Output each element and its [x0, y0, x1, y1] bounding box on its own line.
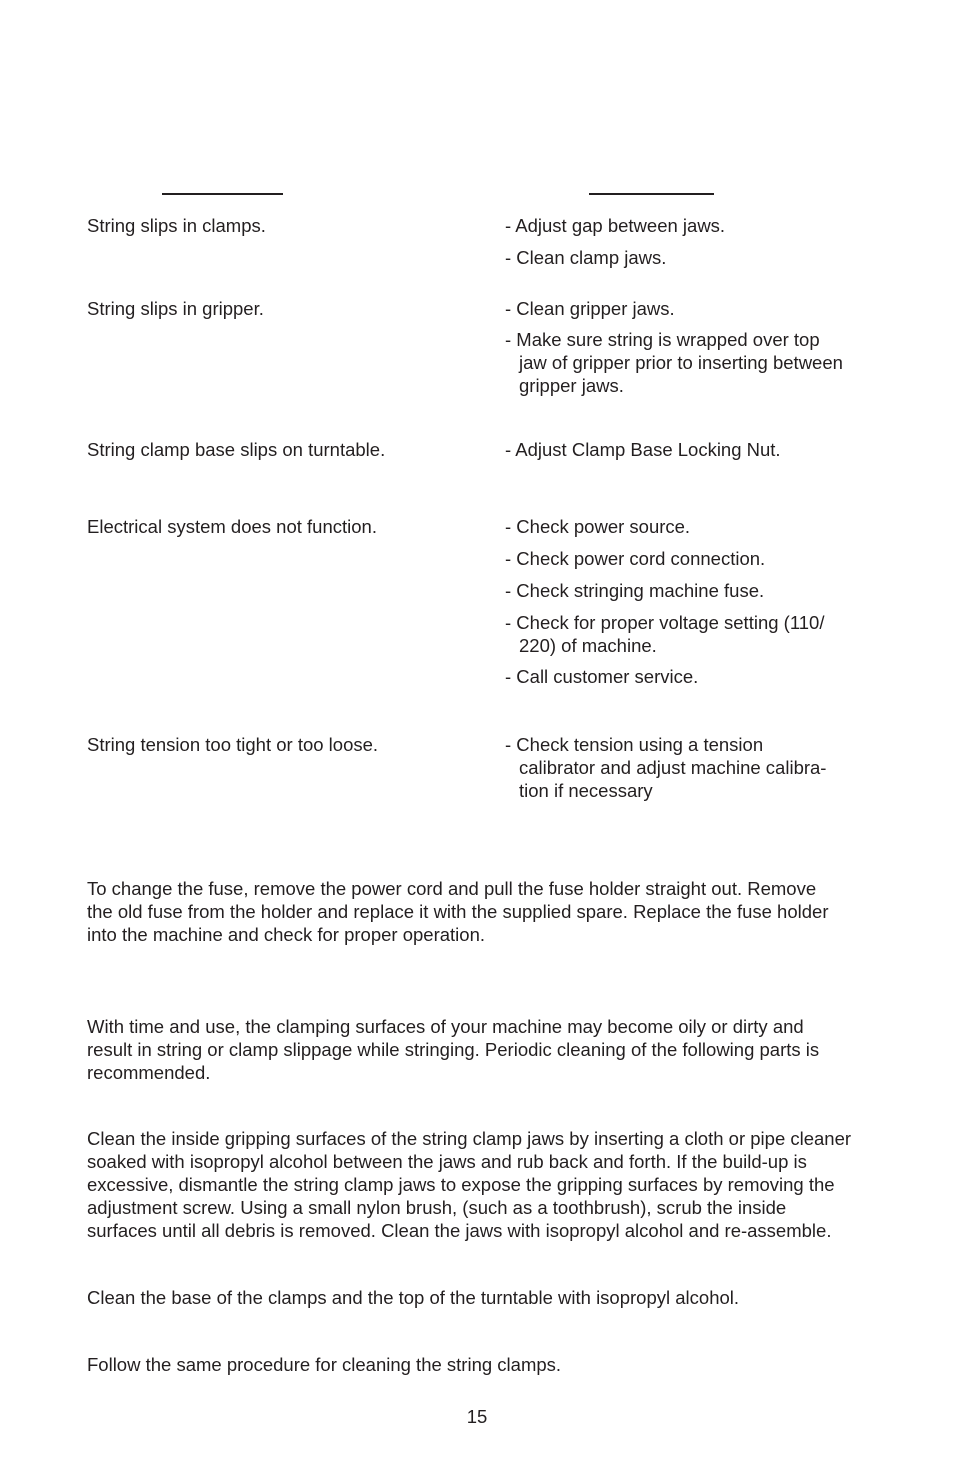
remedy-item: - Call customer service.	[505, 666, 699, 687]
remedy-item: - Adjust gap between jaws.	[505, 215, 726, 236]
remedy-item: - Make sure string is wrapped over top jaw of gripper prior to inserting between gripper jaws.	[505, 329, 843, 396]
remedy-item: - Check stringing machine fuse.	[505, 580, 765, 601]
problem-text: String slips in clamps.	[87, 215, 266, 236]
page-number: 15	[466, 1406, 488, 1427]
remedy-item: - Clean gripper jaws.	[505, 298, 675, 319]
problem-text: String tension too tight or too loose.	[87, 734, 379, 755]
problem-column-rule	[162, 193, 283, 195]
string-clamp-cleaning-paragraph: Clean the inside gripping surfaces of the string clamp jaws by inserting a cloth or pipe cleaner soaked with isopropyl alcohol between the jaws and rub back and forth. If the build-up is excessive, dismantle the string clamp jaws to expose the gripping surfaces by removing the adjustment screw. Using a small nylon brush, (such as a toothbrush), scrub the inside surfaces until all debris is removed. Clean the jaws with isopropyl alcohol and re-assemble.	[87, 1128, 852, 1241]
gripper-cleaning-paragraph: Follow the same procedure for cleaning the string clamps.	[87, 1354, 562, 1375]
remedy-item: - Check tension using a tension calibrator and adjust machine calibra- tion if necessary	[505, 734, 827, 801]
remedy-item: - Check for proper voltage setting (110/ 220) of machine.	[505, 612, 825, 656]
clamp-base-cleaning-paragraph: Clean the base of the clamps and the top of the turntable with isopropyl alcohol.	[87, 1287, 740, 1308]
solution-column-rule	[589, 193, 714, 195]
remedy-item: - Adjust Clamp Base Locking Nut.	[505, 439, 781, 460]
cleaning-intro-paragraph: With time and use, the clamping surfaces of your machine may become oily or dirty and result in string or clamp slippage while stringing. Periodic cleaning of the following parts is recommended.	[87, 1016, 820, 1083]
problem-text: String clamp base slips on turntable.	[87, 439, 386, 460]
remedy-item: - Clean clamp jaws.	[505, 247, 667, 268]
problem-text: String slips in gripper.	[87, 298, 264, 319]
problem-text: Electrical system does not function.	[87, 516, 377, 537]
remedy-item: - Check power cord connection.	[505, 548, 766, 569]
fuse-paragraph: To change the fuse, remove the power cord and pull the fuse holder straight out. Remove the old fuse from the holder and replace it with the supplied spare. Replace the fuse holder into the machine and check for proper operation.	[87, 878, 829, 945]
remedy-item: - Check power source.	[505, 516, 691, 537]
